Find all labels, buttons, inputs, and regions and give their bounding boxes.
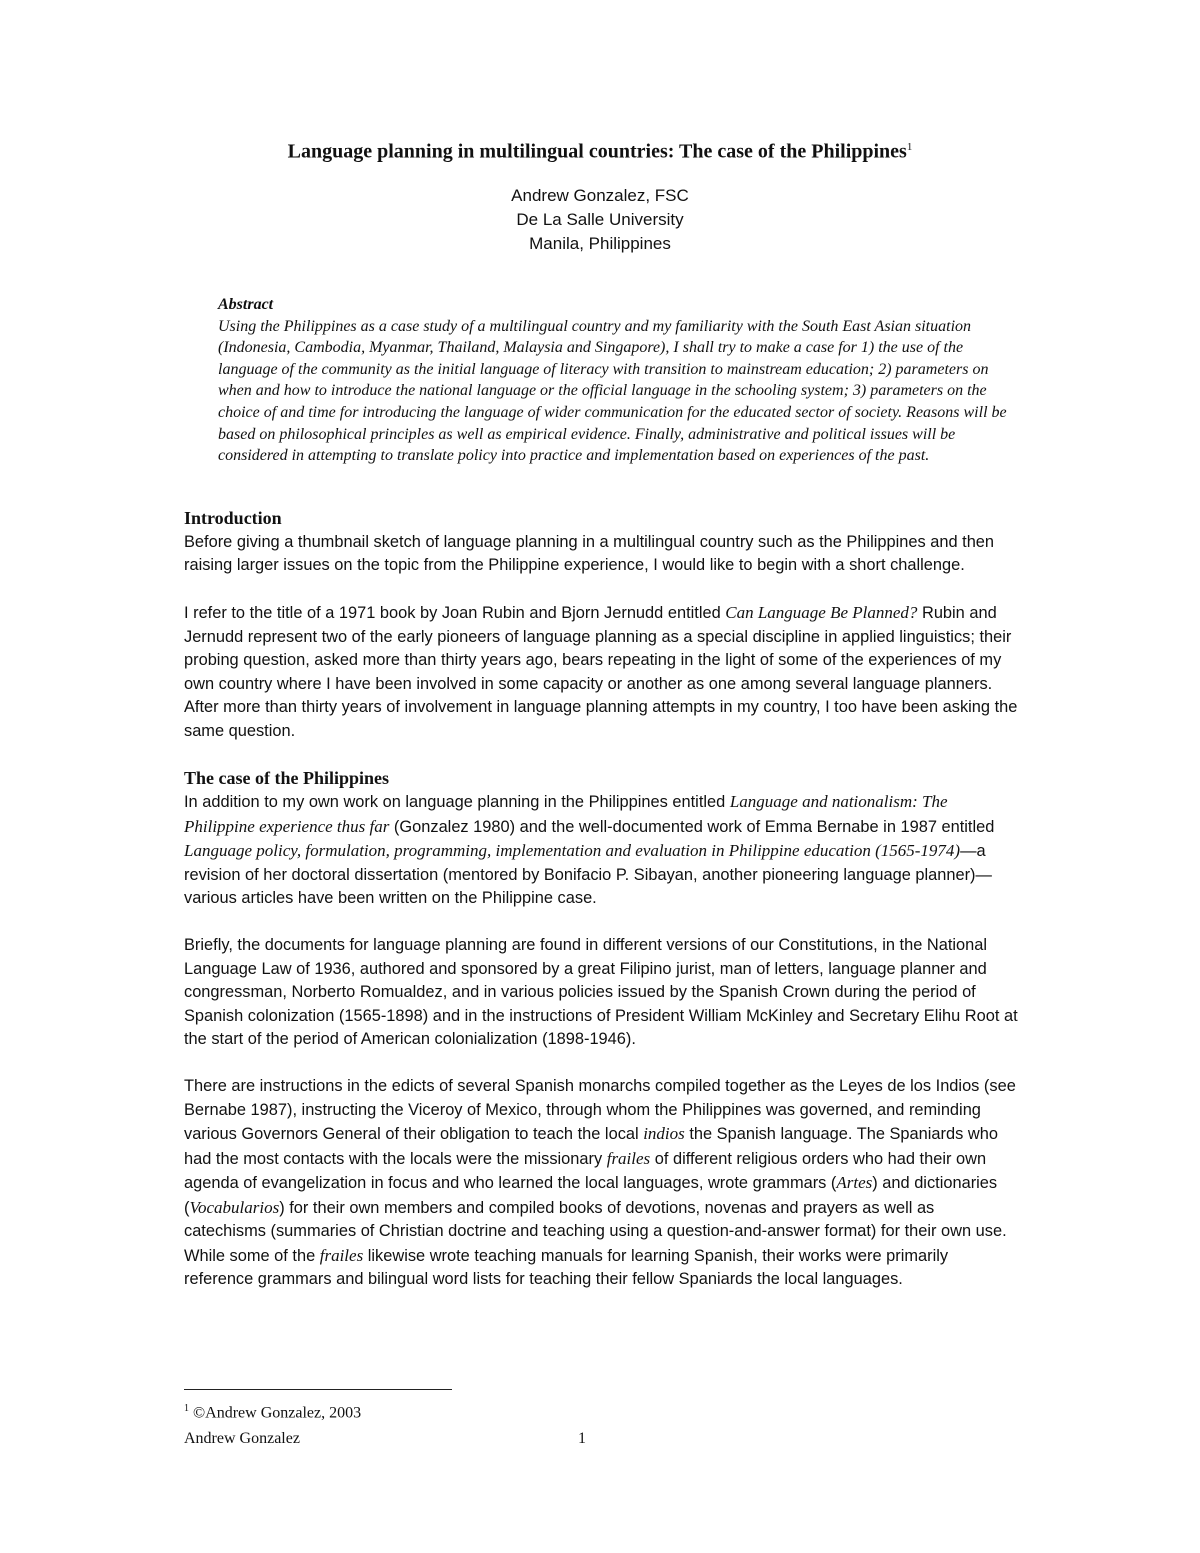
- body-text: [184, 507, 1020, 1292]
- paragraph-text: —a revision of her doctoral dissertation (mentored by Bonifacio P. Sibayan, another pioneering language planner)—various articles have been written on the Philippine case.: [184, 842, 992, 907]
- author-institution: De La Salle University: [516, 210, 684, 229]
- italic-term: Vocabularios: [189, 1197, 280, 1217]
- paragraph-text: the Spanish language. The Spaniards who had the most contacts with the locals were the missionary: [184, 1125, 998, 1168]
- paragraph: [184, 531, 1020, 578]
- italic-term: frailes: [319, 1245, 364, 1265]
- paragraph-text: likewise wrote teaching manuals for learning Spanish, their works were primarily reference grammars and bilingual word lists for teaching their fellow Spaniards the local languages.: [184, 1246, 949, 1288]
- footnote-rule: [184, 1389, 452, 1390]
- paragraph-text: ) for their own members and compiled books of devotions, novenas and prayers as well as catechisms (summaries of Christian doctrine and teaching using a question-and-answer format) for their own use. While some of the: [184, 1198, 1007, 1265]
- author-location: Manila, Philippines: [529, 234, 671, 253]
- paragraph-text: of different religious orders who had their own agenda of evangelization in focus and who learned the local languages, wrote grammars (: [184, 1149, 987, 1192]
- section-heading-case: The case of the Philippines: [184, 767, 390, 788]
- footnote: [184, 1398, 361, 1424]
- page-number: 1: [578, 1430, 586, 1447]
- title-text: Language planning in multilingual countries: The case of the Philippines: [287, 140, 907, 163]
- footnote-mark: 1: [184, 1403, 189, 1414]
- footnote-text: ©Andrew Gonzalez, 2003: [193, 1404, 362, 1422]
- abstract-label: Abstract: [218, 296, 274, 313]
- paragraph-text: Rubin and Jernudd represent two of the early pioneers of language planning as a special discipline in applied linguistics; their probing question, asked more than thirty years ago, bears repeating in the light of some of the experiences of my own country where I have been involved in some capacity or another as one among several language planners. After more than thirty years of involvement in language planning attempts in my country, I too have been asking the same question.: [184, 604, 1018, 740]
- abstract: [218, 294, 1018, 467]
- paragraph-text: (Gonzalez 1980) and the well-documented work of Emma Bernabe in 1987 entitled: [389, 817, 995, 836]
- book-title: Language and nationalism: The Philippine experience thus far: [184, 792, 948, 836]
- paragraph-text: ) and dictionaries (: [184, 1174, 998, 1217]
- paragraph: [184, 1075, 1020, 1292]
- book-title: Language policy, formulation, programming, implementation and evaluation in Philippine education (1565-1974): [184, 841, 961, 860]
- book-title: Can Language Be Planned?: [725, 603, 918, 622]
- author-name: Andrew Gonzalez, FSC: [511, 186, 689, 205]
- paragraph-text: Briefly, the documents for language planning are found in different versions of our Constitutions, in the National Language Law of 1936, authored and sponsored by a great Filipino jurist, man of letters, language planner and congressman, Norberto Romualdez, and in various policies issued by the Spanish Crown during the period of Spanish colonization (1565-1898) and in the instructions of President William McKinley and Secretary Elihu Root at the start of the period of American colonialization (1898-1946).: [184, 936, 1018, 1048]
- italic-term: Artes: [836, 1173, 873, 1192]
- italic-term: indios: [643, 1124, 685, 1143]
- paragraph: [184, 790, 1020, 911]
- author-block: [0, 184, 1200, 256]
- paper-title: [0, 134, 1200, 165]
- paragraph-text: In addition to my own work on language planning in the Philippines entitled: [184, 793, 730, 811]
- section-heading-introduction: Introduction: [184, 508, 282, 528]
- italic-term: frailes: [606, 1148, 651, 1168]
- paragraph: [184, 601, 1020, 743]
- title-footnote-mark: 1: [906, 141, 913, 153]
- paragraph: [184, 934, 1020, 1052]
- paragraph-text: Before giving a thumbnail sketch of language planning in a multilingual country such as the Philippines and then raising larger issues on the topic from the Philippine experience, I would like to begin with a short challenge.: [184, 532, 995, 574]
- paragraph-text: There are instructions in the edicts of several Spanish monarchs compiled together as the Leyes de los Indios (see Bernabe 1987), instructing the Viceroy of Mexico, through whom the Philippines was governed, and reminding various Governors General of their obligation to teach the local: [184, 1077, 1016, 1143]
- abstract-text: Using the Philippines as a case study of a multilingual country and my familiarity with the South East Asian situation (Indonesia, Cambodia, Myanmar, Thailand, Malaysia and Singapore), I shall try to make a case for 1) the use of the language of the community as the initial language of literacy with transition to mainstream education; 2) parameters on when and how to introduce the national language or the official language in the schooling system; 3) parameters on the choice of and time for introducing the language of wider communication for the educated sector of society. Reasons will be based on philosophical principles as well as empirical evidence. Finally, administrative and political issues will be considered in attempting to translate policy into practice and implementation based on experiences of the past.: [218, 317, 1007, 465]
- footer-author: Andrew Gonzalez: [184, 1430, 300, 1447]
- paragraph-text: I refer to the title of a 1971 book by Joan Rubin and Bjorn Jernudd entitled: [184, 604, 726, 622]
